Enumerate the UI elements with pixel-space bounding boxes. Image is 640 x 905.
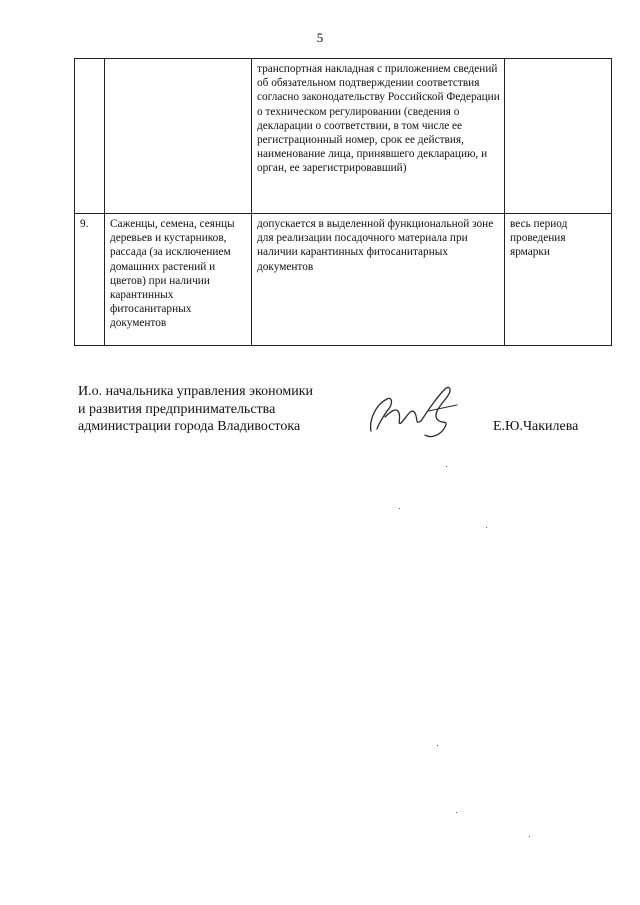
signature-block (78, 383, 618, 443)
conditions-cell: транспортная накладная с приложением сведений об обязательном подтверждении соответствия согласно законодательству Российской Федерации о техническом регулировании (сведения о декларации о соответствии, в том числе ее регистрационный номер, срок ее действия, наименование лица, принявшего декларацию, и орган, ее зарегистрировавший) (252, 59, 505, 214)
row-number-cell: 9. (75, 214, 105, 346)
scan-speck (456, 812, 457, 813)
page-number: 5 (316, 30, 324, 45)
row-number-cell (75, 59, 105, 214)
signer-position (78, 383, 378, 436)
product-cell: Саженцы, семена, сеянцы деревьев и кустарников, рассада (за исключением домашних растений и цветов) при наличии карантинных фитосанитарных документов (105, 214, 252, 346)
period-cell (505, 59, 612, 214)
signer-position-line: и развития предпринимательства (78, 401, 276, 417)
signer-position-line: администрации города Владивостока (78, 419, 301, 434)
conditions-cell: допускается в выделенной функциональной зоне для реализации посадочного материала при наличии карантинных фитосанитарных документов (252, 214, 505, 346)
signer-name: Е.Ю.Чакилева (493, 419, 579, 434)
scan-speck (437, 745, 438, 746)
period-cell: весь период проведения ярмарки (505, 214, 612, 346)
scan-speck (529, 836, 530, 837)
product-cell (105, 59, 252, 214)
scan-speck (399, 508, 400, 509)
table-row (75, 214, 612, 346)
handwritten-signature (363, 383, 473, 443)
signer-position-line: И.о. начальника управления экономики (78, 384, 314, 399)
regulation-table (74, 58, 612, 346)
scan-speck (486, 527, 487, 528)
scan-speck (446, 466, 447, 467)
table-row (75, 59, 612, 214)
